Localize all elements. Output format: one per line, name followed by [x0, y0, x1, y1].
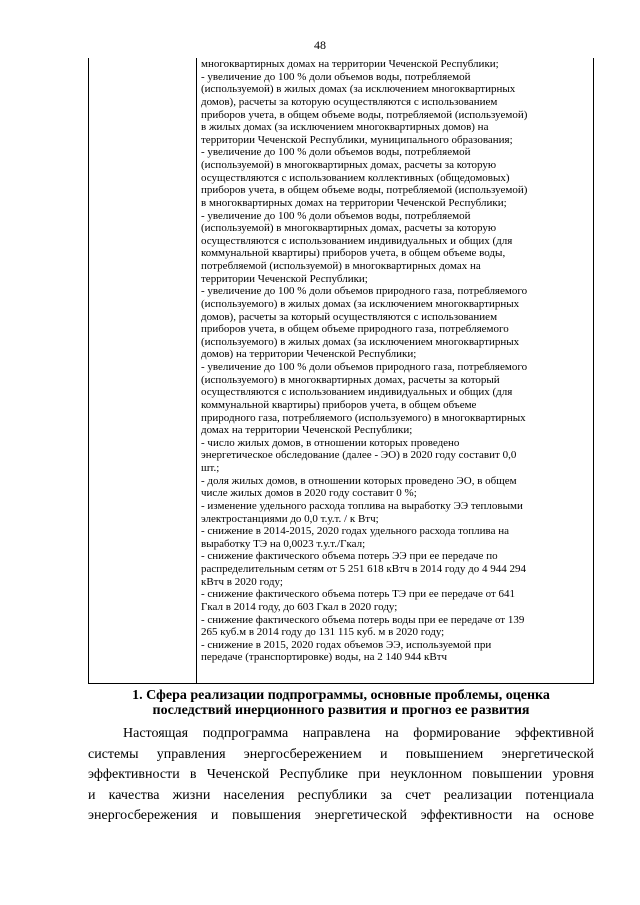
table-text-line: потребляемой (используемой) в многоквартирных домах на [201, 260, 481, 272]
table-text-line: осуществляются с использованием индивидуальных и общих (для [201, 386, 513, 399]
table-text-line: передаче (транспортировке) воды, на 2 140 944 кВтч [201, 651, 448, 664]
table-text-line: - снижение в 2014-2015, 2020 годах удельного расхода топлива на [201, 525, 509, 538]
body-text-line: энергосбережения и повышения энергетической эффективности на основе [88, 808, 594, 824]
table-text-line: осуществляются с использованием коллективных (общедомовых) [201, 171, 510, 184]
table-text-line: Гкал в 2014 году, до 603 Гкал в 2020 году; [201, 600, 398, 613]
table-text-line: в многоквартирных домах на территории Чеченской Республики; [201, 196, 507, 209]
body-text-line: эффективности в Чеченской Республике при неуклонном повышении уровня [88, 767, 594, 783]
table-text-line: шт.; [201, 462, 220, 474]
table-cell-indicators [201, 58, 585, 664]
section-heading-line: 1. Сфера реализации подпрограммы, основные проблемы, оценка [132, 688, 550, 703]
table-column-divider [196, 58, 197, 683]
table-text-line: - увеличение до 100 % доли объемов природного газа, потребляемого [201, 361, 528, 373]
table-text-line: домов), расчеты за который осуществляются с использованием [201, 310, 498, 323]
table-text-line: - увеличение до 100 % доли объемов воды, потребляемой [201, 209, 471, 222]
table-text-line: числе жилых домов в 2020 году составит 0 %; [201, 487, 417, 500]
table-text-line: - увеличение до 100 % доли объемов воды, потребляемой [201, 146, 471, 159]
table-text-line: в жилых домах (за исключением многоквартирных домов) на [201, 121, 489, 134]
table-text-line: - доля жилых домов, в отношении которых проведено ЭО, в общем [201, 474, 517, 487]
table-text-line: (используемого) в жилых домах (за исключением многоквартирных [201, 297, 520, 310]
table-text-line: выработку ТЭ на 0,0023 т.у.т./Гкал; [201, 537, 366, 550]
table-text-line: - изменение удельного расхода топлива на выработку ЭЭ тепловыми [201, 499, 523, 512]
body-text-line: Настоящая подпрограмма направлена на формирование эффективной [123, 726, 594, 741]
table-text-line: (используемого) в жилых домах (за исключением многоквартирных [201, 335, 520, 348]
table-text-line: - снижение в 2015, 2020 годах объемов ЭЭ, используемой при [201, 638, 492, 651]
page-number: 48 [314, 38, 326, 52]
section-heading [88, 688, 594, 718]
table-text-line: территории Чеченской Республики, муниципального образования; [201, 133, 513, 146]
indicators-table [88, 58, 594, 684]
table-text-line: коммунальной квартиры) приборов учета, в общем объеме [201, 398, 477, 411]
table-text-line: - снижение фактического объема потерь воды при ее передаче от 139 [201, 613, 525, 626]
section-heading-line: последствий инерционного развития и прогноз ее развития [152, 703, 530, 718]
table-text-line: домов) на территории Чеченской Республики; [201, 348, 417, 361]
body-paragraph [88, 724, 594, 827]
table-text-line: кВтч в 2020 году; [201, 575, 283, 588]
table-text-line: природного газа, потребляемого (используемого) в многоквартирных [201, 411, 526, 424]
table-text-line: - снижение фактического объема потерь ТЭ при ее передаче от 641 [201, 588, 516, 601]
table-text-line: приборов учета, в общем объеме природного газа, потребляемого [201, 323, 509, 336]
table-text-line: приборов учета, в общем объеме воды, потребляемой (используемой) [201, 184, 528, 197]
table-text-line: - число жилых домов, в отношении которых проведено [201, 436, 460, 449]
table-text-line: (используемой) в многоквартирных домах, расчеты за которую [201, 159, 497, 171]
table-text-line: - увеличение до 100 % доли объемов природного газа, потребляемого [201, 285, 528, 298]
table-text-line: многоквартирных домах на территории Чеченской Республики; [201, 58, 499, 70]
table-text-line: - снижение фактического объема потерь ЭЭ при ее передаче по [201, 550, 498, 563]
table-text-line: коммунальной квартиры) приборов учета, в общем объеме воды, [201, 247, 506, 260]
table-text-line: распределительным сетям от 5 251 618 кВтч в 2014 году до 4 944 294 [201, 563, 526, 575]
body-text-line: системы управления энергосбережением и повышением энергетической [88, 746, 594, 762]
table-text-line: приборов учета, в общем объеме воды, потребляемой (используемой) [201, 108, 528, 121]
table-text-line: (используемого) в многоквартирных домах, расчеты за который [201, 373, 500, 386]
table-text-line: - увеличение до 100 % доли объемов воды, потребляемой [201, 70, 471, 83]
table-text-line: домов), расчеты за которую осуществляются с использованием [201, 95, 498, 108]
table-text-line: энергетическое обследование (далее - ЭО) в 2020 году составит 0,0 [201, 449, 517, 462]
table-text-line: территории Чеченской Республики; [201, 272, 368, 285]
table-text-line: 265 куб.м в 2014 году до 131 115 куб. м в 2020 году; [201, 626, 445, 639]
body-text-line: и качества жизни населения республики за счет реализации потенциала [88, 787, 594, 803]
table-text-line: домах на территории Чеченской Республики; [201, 424, 413, 437]
table-text-line: осуществляются с использованием индивидуальных и общих (для [201, 234, 513, 247]
table-text-line: электростанциями до 0,0 т.у.т. / к Втч; [201, 512, 379, 525]
table-text-line: (используемой) в жилых домах (за исключением многоквартирных [201, 83, 516, 96]
table-text-line: (используемой) в многоквартирных домах, расчеты за которую [201, 222, 497, 235]
